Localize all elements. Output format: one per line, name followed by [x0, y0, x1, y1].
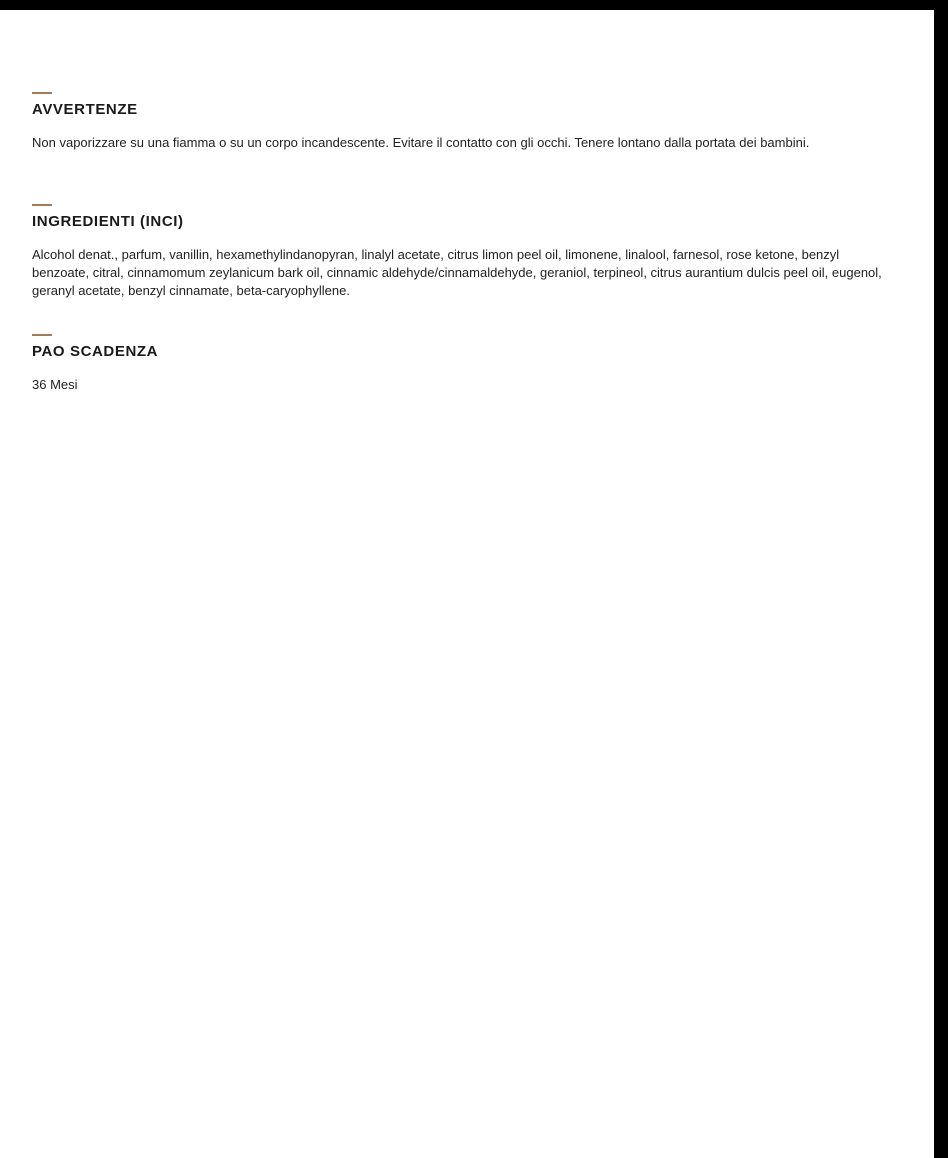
section-accent-line [32, 204, 52, 206]
section-avvertenze [32, 92, 882, 152]
section-text: Alcohol denat., parfum, vanillin, hexamethylindanopyran, linalyl acetate, citrus limon peel oil, limonene, linalool, farnesol, rose ketone, benzyl benzoate, citral, cinnamomum zeylanicum bark oil, cinnamic aldehyde/cinnamaldehyde, geraniol, terpineol, citrus aurantium dulcis peel oil, eugenol, geranyl acetate, benzyl cinnamate, beta-caryophyllene. [32, 247, 882, 298]
top-bar [0, 0, 948, 10]
section-title: INGREDIENTI (INCI) [32, 213, 184, 230]
section-text: Non vaporizzare su una fiamma o su un corpo incandescente. Evitare il contatto con gli occhi. Tenere lontano dalla portata dei bambini. [32, 135, 810, 150]
section-text: 36 Mesi [32, 377, 78, 392]
section-title: AVVERTENZE [32, 101, 138, 118]
section-accent-line [32, 334, 52, 336]
product-info-page [0, 10, 934, 1158]
section-ingredienti [32, 204, 882, 300]
section-pao-scadenza [32, 334, 882, 394]
right-edge [934, 10, 948, 1158]
section-title: PAO SCADENZA [32, 343, 159, 360]
section-accent-line [32, 92, 52, 94]
